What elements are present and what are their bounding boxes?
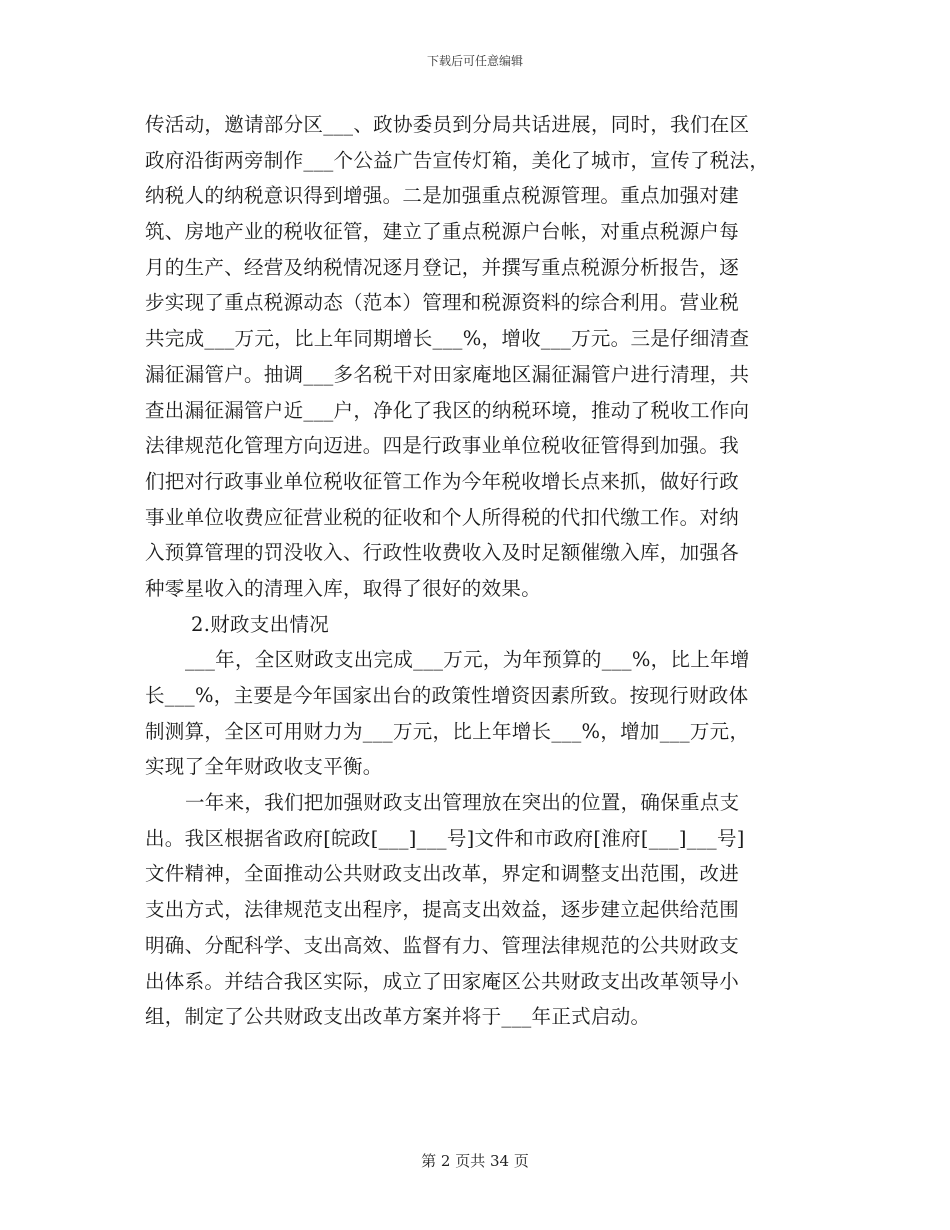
- text-line: 共完成___万元，比上年同期增长___%，增收___万元。三是仔细清查: [145, 327, 750, 351]
- text-line: 长___%，主要是今年国家出台的政策性增资因素所致。按现行财政体: [145, 684, 749, 707]
- text-line: 出体系。并结合我区实际，成立了田家庵区公共财政支出改革领导小: [145, 969, 740, 993]
- text-line: 入预算管理的罚没收入、行政性收费收入及时足额催缴入库，加强各: [145, 541, 740, 565]
- text-line: 出。我区根据省政府[皖政[___]___号]文件和市政府[淮府[___]___号]: [145, 826, 745, 850]
- text-line: 漏征漏管户。抽调___多名税干对田家庵地区漏征漏管户进行清理，共: [145, 362, 750, 386]
- text-line: ___年，全区财政支出完成___万元，为年预算的___%，比上年增: [185, 648, 750, 672]
- text-line: 一年来，我们把加强财政支出管理放在突出的位置，确保重点支: [185, 791, 740, 815]
- text-line: 筑、房地产业的税收征管，建立了重点税源户台帐，对重点税源户每: [145, 220, 740, 244]
- section-heading: 2.财政支出情况: [191, 612, 330, 636]
- text-line: 月的生产、经营及纳税情况逐月登记，并撰写重点税源分析报告，逐: [145, 255, 740, 279]
- text-line: 们把对行政事业单位税收征管工作为今年税收增长点来抓，做好行政: [145, 469, 740, 493]
- text-line: 支出方式，法律规范支出程序，提高支出效益，逐步建立起供给范围: [145, 898, 740, 922]
- text-line: 种零星收入的清理入库，取得了很好的效果。: [145, 576, 542, 600]
- text-line: 法律规范化管理方向迈进。四是行政事业单位税收征管得到加强。我: [145, 434, 740, 458]
- text-line: 组，制定了公共财政支出改革方案并将于___年正式启动。: [145, 1005, 651, 1029]
- text-line: 制测算，全区可用财力为___万元，比上年增长___%，增加___万元，: [145, 719, 750, 743]
- text-line: 明确、分配科学、支出高效、监督有力、管理法律规范的公共财政支: [145, 933, 740, 957]
- text-line: 文件精神，全面推动公共财政支出改革，界定和调整支出范围，改进: [145, 862, 740, 886]
- text-line: 步实现了重点税源动态（范本）管理和税源资料的综合利用。营业税: [145, 291, 740, 315]
- text-line: 纳税人的纳税意识得到增强。二是加强重点税源管理。重点加强对建: [145, 184, 740, 208]
- text-line: 传活动，邀请部分区___、政协委员到分局共话进展，同时，我们在区: [145, 113, 750, 136]
- page-footer: 第 2 页共 34 页: [421, 1152, 529, 1170]
- text-line: 实现了全年财政收支平衡。: [145, 755, 383, 779]
- text-line: 政府沿街两旁制作___个公益广告宣传灯箱，美化了城市，宣传了税法，: [145, 148, 770, 172]
- page-header: 下载后可任意编辑: [426, 54, 523, 68]
- document-body: [145, 107, 810, 1035]
- text-line: 查出漏征漏管户近___户，净化了我区的纳税环境，推动了税收工作向: [145, 398, 750, 422]
- text-line: 事业单位收费应征营业税的征收和个人所得税的代扣代缴工作。对纳: [145, 505, 740, 529]
